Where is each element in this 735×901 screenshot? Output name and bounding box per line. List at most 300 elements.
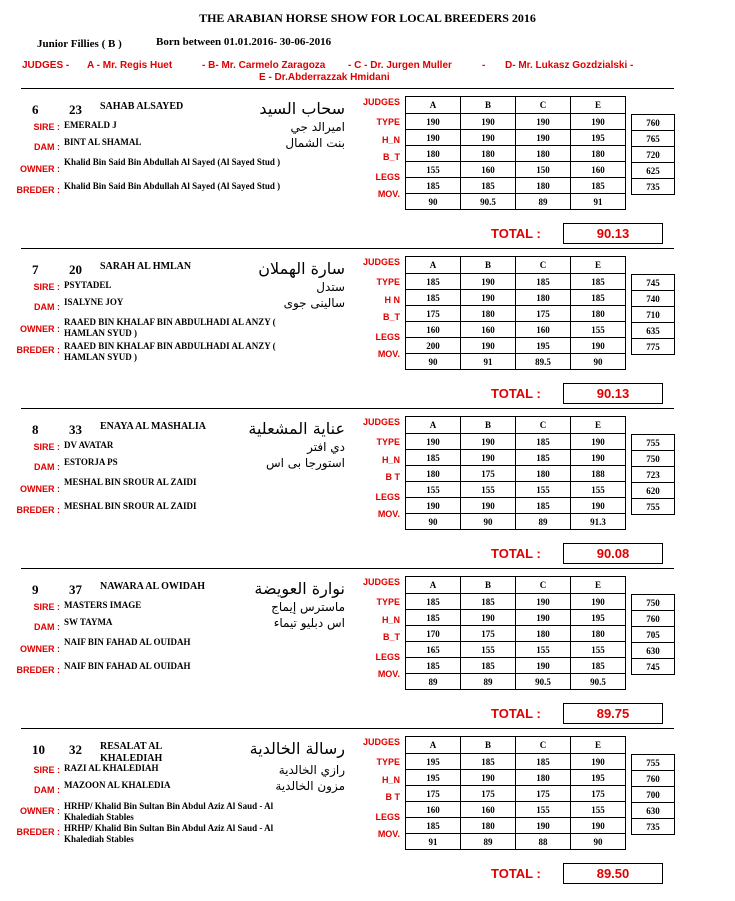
row-sum-cell: 755 <box>632 755 675 771</box>
score-cell: 195 <box>406 770 461 786</box>
score-cell: 190 <box>461 130 516 146</box>
score-cell: 90 <box>406 354 461 370</box>
owner-label: OWNER : <box>20 164 60 174</box>
judges-header-label: JUDGES - <box>22 60 70 71</box>
entry-divider <box>21 248 674 249</box>
dam-arabic: مزون الخالدية <box>275 779 345 793</box>
score-cell: 180 <box>516 146 571 162</box>
score-cell: 195 <box>406 754 461 770</box>
horse-name: SAHAB ALSAYED <box>100 101 184 112</box>
owner-label: OWNER : <box>20 806 60 816</box>
score-cell: 175 <box>571 786 626 802</box>
score-cell: 155 <box>516 482 571 498</box>
score-cell: 180 <box>516 466 571 482</box>
row-sums-table <box>631 434 675 515</box>
entry-number: 9 <box>32 582 39 597</box>
score-cell: 89 <box>461 674 516 690</box>
score-cell: 190 <box>461 610 516 626</box>
judge-column-header: A <box>406 417 461 434</box>
score-cell: 89 <box>516 194 571 210</box>
type-label: TYPE <box>376 437 400 447</box>
row-sum-cell: 755 <box>632 435 675 451</box>
score-cell: 180 <box>461 146 516 162</box>
score-cell: 185 <box>516 274 571 290</box>
sire-arabic: ماسترس إيماج <box>271 600 345 614</box>
sire-value: RAZI AL KHALEDIAH <box>64 763 159 773</box>
breder-value: HRHP/ Khalid Bin Sultan Bin Abdul Aziz Al Saud - Al Khalediah Stables <box>64 823 274 844</box>
score-cell: 190 <box>406 498 461 514</box>
score-cell: 180 <box>406 146 461 162</box>
score-cell: 190 <box>571 818 626 834</box>
score-cell: 155 <box>516 802 571 818</box>
score-cell: 180 <box>516 626 571 642</box>
page-title: THE ARABIAN HORSE SHOW FOR LOCAL BREEDERS 2016 <box>199 11 536 25</box>
scores-table <box>405 416 626 530</box>
dam-value: ESTORJA PS <box>64 457 118 467</box>
score-cell: 155 <box>406 162 461 178</box>
mov-label: MOV. <box>377 189 400 199</box>
score-cell: 185 <box>516 450 571 466</box>
class-label: Junior Fillies ( B ) <box>37 38 122 50</box>
judge-column-header: B <box>461 577 516 594</box>
score-cell: 160 <box>461 162 516 178</box>
total-score: 89.75 <box>563 703 663 724</box>
sire-arabic: ستدل <box>316 280 345 294</box>
score-cell: 185 <box>406 594 461 610</box>
judge-e: E - Dr.Abderrazzak Hmidani <box>259 72 390 83</box>
score-cell: 90.5 <box>461 194 516 210</box>
score-cell: 91.3 <box>571 514 626 530</box>
row-sum-cell: 635 <box>632 323 675 339</box>
score-cell: 190 <box>516 114 571 130</box>
breder-label: BREDER : <box>16 665 60 675</box>
score-cell: 190 <box>571 450 626 466</box>
score-cell: 155 <box>461 482 516 498</box>
judge-b: - B- Mr. Carmelo Zaragoza <box>202 60 326 71</box>
type-label: TYPE <box>376 117 400 127</box>
judge-column-header: C <box>516 257 571 274</box>
score-cell: 190 <box>571 338 626 354</box>
judges-label: JUDGES <box>362 417 400 427</box>
dam-value: SW TAYMA <box>64 617 113 627</box>
score-cell: 88 <box>516 834 571 850</box>
score-cell: 89 <box>406 674 461 690</box>
score-cell: 90.5 <box>516 674 571 690</box>
legs-label: LEGS <box>375 492 400 502</box>
score-cell: 190 <box>516 610 571 626</box>
score-cell: 180 <box>516 290 571 306</box>
score-cell: 185 <box>406 818 461 834</box>
total-label: TOTAL : <box>491 226 541 241</box>
judges-label: JUDGES <box>362 577 400 587</box>
dam-value: ISALYNE JOY <box>64 297 124 307</box>
score-cell: 91 <box>406 834 461 850</box>
breder-label: BREDER : <box>16 345 60 355</box>
score-cell: 190 <box>406 434 461 450</box>
sire-value: MASTERS IMAGE <box>64 600 142 610</box>
judge-column-header: C <box>516 417 571 434</box>
score-cell: 160 <box>571 162 626 178</box>
horse-name: ENAYA AL MASHALIA <box>100 421 206 432</box>
total-score: 89.50 <box>563 863 663 884</box>
owner-label: OWNER : <box>20 324 60 334</box>
judge-column-header: E <box>571 257 626 274</box>
score-cell: 185 <box>461 178 516 194</box>
judges-label: JUDGES <box>362 257 400 267</box>
score-cell: 195 <box>571 770 626 786</box>
judge-column-header: B <box>461 257 516 274</box>
score-cell: 160 <box>516 322 571 338</box>
row-sum-cell: 735 <box>632 819 675 835</box>
score-cell: 90.5 <box>571 674 626 690</box>
score-cell: 165 <box>406 642 461 658</box>
bt-label: B_T <box>382 152 400 162</box>
sire-label: SIRE : <box>33 765 60 775</box>
owner-value: HRHP/ Khalid Bin Sultan Bin Abdul Aziz Al Saud - Al Khalediah Stables <box>64 801 274 822</box>
score-cell: 160 <box>461 802 516 818</box>
mov-label: MOV. <box>377 349 400 359</box>
score-cell: 185 <box>516 754 571 770</box>
hn-label: H N <box>384 295 400 305</box>
score-cell: 90 <box>406 194 461 210</box>
bt-label: B T <box>385 472 400 482</box>
judge-column-header: E <box>571 577 626 594</box>
score-cell: 90 <box>571 354 626 370</box>
sire-value: PSYTADEL <box>64 280 112 290</box>
mov-label: MOV. <box>377 509 400 519</box>
dam-value: BINT AL SHAMAL <box>64 137 142 147</box>
row-sums-table <box>631 594 675 675</box>
judge-column-header: C <box>516 97 571 114</box>
score-cell: 185 <box>406 450 461 466</box>
catalog-number: 32 <box>69 742 82 757</box>
score-cell: 195 <box>571 130 626 146</box>
judge-column-header: E <box>571 97 626 114</box>
owner-value: NAIF BIN FAHAD AL OUIDAH <box>64 637 191 647</box>
row-sums-table <box>631 114 675 195</box>
score-cell: 190 <box>516 658 571 674</box>
horse-entry <box>0 575 735 725</box>
row-sum-cell: 745 <box>632 659 675 675</box>
breder-value: MESHAL BIN SROUR AL ZAIDI <box>64 501 197 511</box>
score-cell: 180 <box>571 626 626 642</box>
entry-divider <box>21 568 674 569</box>
score-cell: 190 <box>516 130 571 146</box>
scores-table <box>405 96 626 210</box>
score-cell: 200 <box>406 338 461 354</box>
sire-arabic: دي افتر <box>307 440 345 454</box>
horse-entry <box>0 735 735 885</box>
score-cell: 155 <box>571 322 626 338</box>
score-cell: 190 <box>571 594 626 610</box>
judge-column-header: A <box>406 97 461 114</box>
score-cell: 180 <box>461 818 516 834</box>
score-cell: 185 <box>571 274 626 290</box>
born-range: Born between 01.01.2016- 30-06-2016 <box>156 36 332 48</box>
scores-table <box>405 576 626 690</box>
score-cell: 190 <box>461 114 516 130</box>
horse-entry <box>0 255 735 405</box>
total-score: 90.13 <box>563 223 663 244</box>
score-cell: 190 <box>461 434 516 450</box>
score-cell: 180 <box>516 178 571 194</box>
judge-column-header: A <box>406 737 461 754</box>
score-cell: 155 <box>406 482 461 498</box>
entry-number: 10 <box>32 742 45 757</box>
type-label: TYPE <box>376 597 400 607</box>
horse-entry <box>0 415 735 565</box>
row-sum-cell: 760 <box>632 115 675 131</box>
judge-column-header: A <box>406 257 461 274</box>
row-sum-cell: 705 <box>632 627 675 643</box>
judges-label: JUDGES <box>362 737 400 747</box>
score-cell: 185 <box>406 610 461 626</box>
score-cell: 155 <box>571 482 626 498</box>
score-cell: 190 <box>516 594 571 610</box>
catalog-number: 23 <box>69 102 82 117</box>
row-sum-cell: 745 <box>632 275 675 291</box>
total-score: 90.13 <box>563 383 663 404</box>
owner-value: MESHAL BIN SROUR AL ZAIDI <box>64 477 197 487</box>
score-cell: 190 <box>461 274 516 290</box>
entry-number: 7 <box>32 262 39 277</box>
score-cell: 180 <box>571 306 626 322</box>
judges-label: JUDGES <box>362 97 400 107</box>
sire-label: SIRE : <box>33 122 60 132</box>
score-cell: 185 <box>571 290 626 306</box>
row-sum-cell: 723 <box>632 467 675 483</box>
bt-label: B T <box>385 792 400 802</box>
row-sums-table <box>631 274 675 355</box>
score-cell: 175 <box>516 306 571 322</box>
breder-label: BREDER : <box>16 827 60 837</box>
dam-arabic: بنت الشمال <box>285 136 345 150</box>
row-sum-cell: 720 <box>632 147 675 163</box>
sire-value: EMERALD J <box>64 120 117 130</box>
type-label: TYPE <box>376 277 400 287</box>
sire-label: SIRE : <box>33 602 60 612</box>
horse-name: RESALAT AL KHALEDIAH <box>100 741 163 764</box>
total-label: TOTAL : <box>491 386 541 401</box>
score-cell: 185 <box>461 594 516 610</box>
score-cell: 160 <box>461 322 516 338</box>
row-sum-cell: 740 <box>632 291 675 307</box>
score-cell: 185 <box>571 178 626 194</box>
dam-label: DAM : <box>34 785 60 795</box>
breder-value: RAAED BIN KHALAF BIN ABDULHADI AL ANZY ( HAMLAN SYUD ) <box>64 341 276 362</box>
owner-value: RAAED BIN KHALAF BIN ABDULHADI AL ANZY ( HAMLAN SYUD ) <box>64 317 276 338</box>
sire-value: DV AVATAR <box>64 440 114 450</box>
hn-label: H_N <box>381 615 400 625</box>
total-score: 90.08 <box>563 543 663 564</box>
mov-label: MOV. <box>377 829 400 839</box>
score-cell: 190 <box>406 130 461 146</box>
mov-label: MOV. <box>377 669 400 679</box>
dam-value: MAZOON AL KHALEDIA <box>64 780 171 790</box>
horse-name-arabic: سارة الهملان <box>258 259 345 278</box>
judge-column-header: E <box>571 417 626 434</box>
dam-label: DAM : <box>34 142 60 152</box>
score-cell: 175 <box>461 466 516 482</box>
score-cell: 91 <box>571 194 626 210</box>
horse-name-arabic: سحاب السيد <box>259 99 345 118</box>
score-cell: 190 <box>571 434 626 450</box>
entry-divider <box>21 88 674 89</box>
dam-arabic: سالينى جوى <box>283 296 345 310</box>
sire-arabic: رازي الخالدية <box>278 763 345 777</box>
row-sum-cell: 625 <box>632 163 675 179</box>
scores-table <box>405 736 626 850</box>
catalog-number: 37 <box>69 582 82 597</box>
horse-name-arabic: نوارة العويضة <box>254 579 345 598</box>
row-sum-cell: 700 <box>632 787 675 803</box>
judge-column-header: A <box>406 577 461 594</box>
judge-a: A - Mr. Regis Huet <box>87 60 173 71</box>
dam-arabic: اس دبليو تيماء <box>273 616 345 630</box>
horse-name-arabic: رسالة الخالدية <box>249 739 345 758</box>
score-cell: 89.5 <box>516 354 571 370</box>
scores-table <box>405 256 626 370</box>
judge-c: - C - Dr. Jurgen Muller <box>348 60 452 71</box>
score-cell: 185 <box>571 658 626 674</box>
score-cell: 185 <box>461 658 516 674</box>
score-cell: 188 <box>571 466 626 482</box>
legs-label: LEGS <box>375 652 400 662</box>
bt-label: B_T <box>382 312 400 322</box>
sire-label: SIRE : <box>33 442 60 452</box>
score-cell: 190 <box>571 498 626 514</box>
entry-number: 8 <box>32 422 39 437</box>
row-sum-cell: 630 <box>632 643 675 659</box>
catalog-number: 20 <box>69 262 82 277</box>
score-cell: 90 <box>571 834 626 850</box>
hn-label: H_N <box>381 455 400 465</box>
row-sum-cell: 750 <box>632 595 675 611</box>
score-cell: 175 <box>516 786 571 802</box>
score-cell: 180 <box>571 146 626 162</box>
legs-label: LEGS <box>375 332 400 342</box>
score-cell: 155 <box>461 642 516 658</box>
score-cell: 160 <box>406 322 461 338</box>
judge-separator: - <box>482 60 486 71</box>
score-cell: 185 <box>516 498 571 514</box>
breder-label: BREDER : <box>16 505 60 515</box>
dam-label: DAM : <box>34 622 60 632</box>
score-cell: 155 <box>571 802 626 818</box>
score-cell: 180 <box>516 770 571 786</box>
judge-column-header: C <box>516 737 571 754</box>
sire-arabic: اميرالد جي <box>290 120 345 134</box>
owner-value: Khalid Bin Said Bin Abdullah Al Sayed (Al Sayed Stud ) <box>64 157 281 167</box>
dam-arabic: استورجا بى اس <box>265 456 345 470</box>
score-cell: 185 <box>406 290 461 306</box>
score-cell: 185 <box>406 658 461 674</box>
score-cell: 160 <box>406 802 461 818</box>
catalog-number: 33 <box>69 422 82 437</box>
score-cell: 185 <box>406 178 461 194</box>
entry-divider <box>21 728 674 729</box>
score-cell: 190 <box>461 338 516 354</box>
score-cell: 190 <box>461 770 516 786</box>
score-cell: 185 <box>406 274 461 290</box>
bt-label: B_T <box>382 632 400 642</box>
score-cell: 190 <box>516 818 571 834</box>
row-sum-cell: 765 <box>632 131 675 147</box>
score-cell: 195 <box>571 610 626 626</box>
sire-label: SIRE : <box>33 282 60 292</box>
score-cell: 190 <box>406 114 461 130</box>
horse-name: SARAH AL HMLAN <box>100 261 192 272</box>
score-cell: 155 <box>571 642 626 658</box>
breder-label: BREDER : <box>16 185 60 195</box>
entry-divider <box>21 408 674 409</box>
row-sum-cell: 735 <box>632 179 675 195</box>
horse-name-arabic: عناية المشعلية <box>248 419 345 438</box>
total-label: TOTAL : <box>491 546 541 561</box>
score-cell: 150 <box>516 162 571 178</box>
legs-label: LEGS <box>375 172 400 182</box>
judge-column-header: C <box>516 577 571 594</box>
type-label: TYPE <box>376 757 400 767</box>
score-cell: 190 <box>571 754 626 770</box>
horse-name: NAWARA AL OWIDAH <box>100 581 206 592</box>
score-cell: 180 <box>406 466 461 482</box>
row-sum-cell: 620 <box>632 483 675 499</box>
dam-label: DAM : <box>34 302 60 312</box>
judge-column-header: B <box>461 97 516 114</box>
entry-number: 6 <box>32 102 39 117</box>
row-sums-table <box>631 754 675 835</box>
judge-column-header: B <box>461 417 516 434</box>
owner-label: OWNER : <box>20 644 60 654</box>
row-sum-cell: 710 <box>632 307 675 323</box>
legs-label: LEGS <box>375 812 400 822</box>
score-cell: 190 <box>461 498 516 514</box>
score-cell: 190 <box>461 450 516 466</box>
row-sum-cell: 755 <box>632 499 675 515</box>
score-cell: 180 <box>461 306 516 322</box>
total-label: TOTAL : <box>491 706 541 721</box>
judge-d: D- Mr. Lukasz Gozdzialski - <box>505 60 634 71</box>
score-cell: 90 <box>461 514 516 530</box>
row-sum-cell: 775 <box>632 339 675 355</box>
judge-column-header: B <box>461 737 516 754</box>
score-cell: 175 <box>461 786 516 802</box>
score-cell: 175 <box>406 306 461 322</box>
score-cell: 155 <box>516 642 571 658</box>
row-sum-cell: 630 <box>632 803 675 819</box>
row-sum-cell: 760 <box>632 611 675 627</box>
owner-label: OWNER : <box>20 484 60 494</box>
score-cell: 90 <box>406 514 461 530</box>
hn-label: H_N <box>381 135 400 145</box>
score-cell: 185 <box>461 754 516 770</box>
score-cell: 190 <box>461 290 516 306</box>
score-cell: 195 <box>516 338 571 354</box>
breder-value: NAIF BIN FAHAD AL OUIDAH <box>64 661 191 671</box>
horse-entry <box>0 95 735 245</box>
dam-label: DAM : <box>34 462 60 472</box>
score-cell: 190 <box>571 114 626 130</box>
score-cell: 89 <box>461 834 516 850</box>
breder-value: Khalid Bin Said Bin Abdullah Al Sayed (Al Sayed Stud ) <box>64 181 281 191</box>
score-cell: 170 <box>406 626 461 642</box>
row-sum-cell: 760 <box>632 771 675 787</box>
row-sum-cell: 750 <box>632 451 675 467</box>
score-cell: 91 <box>461 354 516 370</box>
score-cell: 175 <box>406 786 461 802</box>
judge-column-header: E <box>571 737 626 754</box>
